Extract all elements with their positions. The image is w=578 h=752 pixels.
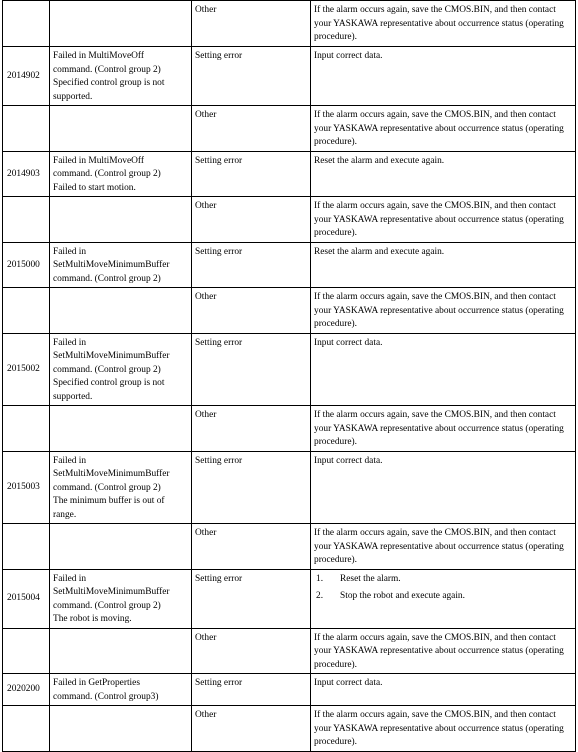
- alarm-action-cell: If the alarm occurs again, save the CMOS.BIN, and then contact your YASKAWA representative about occurrence status (operating procedure).: [311, 406, 576, 452]
- alarm-code-cell: 2015000: [3, 242, 50, 288]
- alarm-cause-cell: Other: [192, 524, 311, 570]
- alarm-code-cell: [3, 706, 50, 752]
- alarm-cause-cell: Other: [192, 197, 311, 243]
- table-row: [3, 106, 576, 152]
- alarm-cause-cell: Setting error: [192, 242, 311, 288]
- alarm-cause-cell: Other: [192, 628, 311, 674]
- alarm-action-cell: Input correct data.: [311, 451, 576, 524]
- alarm-table: [2, 0, 576, 752]
- table-row: [3, 197, 576, 243]
- alarm-action-cell: If the alarm occurs again, save the CMOS.BIN, and then contact your YASKAWA representative about occurrence status (operating procedure).: [311, 1, 576, 47]
- alarm-action-cell: If the alarm occurs again, save the CMOS.BIN, and then contact your YASKAWA representative about occurrence status (operating procedure).: [311, 197, 576, 243]
- table-row: [3, 524, 576, 570]
- action-step-text: Stop the robot and execute again.: [340, 591, 465, 601]
- alarm-code-cell: 2014903: [3, 151, 50, 197]
- table-row: [3, 288, 576, 334]
- alarm-cause-cell: Other: [192, 288, 311, 334]
- alarm-code-cell: 2015004: [3, 569, 50, 628]
- alarm-detail-cell: Failed in MultiMoveOff command. (Control group 2) Failed to start motion.: [50, 151, 192, 197]
- alarm-code-cell: 2015002: [3, 333, 50, 406]
- action-step-number: 1.: [316, 573, 324, 584]
- alarm-action-cell: Reset the alarm and execute again.: [311, 151, 576, 197]
- alarm-code-cell: 2020200: [3, 674, 50, 706]
- alarm-detail-cell: [50, 524, 192, 570]
- alarm-action-cell: If the alarm occurs again, save the CMOS.BIN, and then contact your YASKAWA representative about occurrence status (operating procedure).: [311, 106, 576, 152]
- table-row: [3, 1, 576, 47]
- alarm-code-cell: [3, 197, 50, 243]
- alarm-code-cell: [3, 288, 50, 334]
- alarm-detail-cell: [50, 106, 192, 152]
- alarm-detail-cell: [50, 1, 192, 47]
- alarm-cause-cell: Setting error: [192, 151, 311, 197]
- action-step: [316, 573, 572, 587]
- alarm-cause-cell: Other: [192, 1, 311, 47]
- alarm-action-cell: Reset the alarm and execute again.: [311, 242, 576, 288]
- alarm-code-cell: [3, 524, 50, 570]
- alarm-code-cell: [3, 406, 50, 452]
- table-row: [3, 242, 576, 288]
- alarm-table-body: [3, 1, 576, 752]
- table-row: [3, 151, 576, 197]
- alarm-cause-cell: Other: [192, 706, 311, 752]
- table-row: [3, 47, 576, 106]
- alarm-cause-cell: Other: [192, 106, 311, 152]
- alarm-action-cell: If the alarm occurs again, save the CMOS.BIN, and then contact your YASKAWA representative about occurrence status (operating procedure).: [311, 524, 576, 570]
- alarm-code-cell: 2014902: [3, 47, 50, 106]
- alarm-cause-cell: Setting error: [192, 47, 311, 106]
- alarm-cause-cell: Other: [192, 406, 311, 452]
- alarm-detail-cell: Failed in SetMultiMoveMinimumBuffer command. (Control group 2) The minimum buffer is out of range.: [50, 451, 192, 524]
- alarm-action-cell: [311, 569, 576, 628]
- alarm-action-cell: Input correct data.: [311, 674, 576, 706]
- alarm-action-cell: If the alarm occurs again, save the CMOS.BIN, and then contact your YASKAWA representative about occurrence status (operating procedure).: [311, 628, 576, 674]
- table-row: [3, 451, 576, 524]
- alarm-detail-cell: Failed in SetMultiMoveMinimumBuffer command. (Control group 2): [50, 242, 192, 288]
- alarm-cause-cell: Setting error: [192, 569, 311, 628]
- alarm-detail-cell: [50, 197, 192, 243]
- alarm-action-cell: Input correct data.: [311, 333, 576, 406]
- alarm-detail-cell: Failed in SetMultiMoveMinimumBuffer command. (Control group 2) Specified control group is not supported.: [50, 333, 192, 406]
- alarm-code-cell: [3, 1, 50, 47]
- alarm-detail-cell: [50, 706, 192, 752]
- alarm-code-cell: [3, 106, 50, 152]
- alarm-code-cell: [3, 628, 50, 674]
- alarm-code-cell: 2015003: [3, 451, 50, 524]
- alarm-detail-cell: [50, 628, 192, 674]
- alarm-detail-cell: Failed in SetMultiMoveMinimumBuffer command. (Control group 2) The robot is moving.: [50, 569, 192, 628]
- alarm-action-cell: Input correct data.: [311, 47, 576, 106]
- alarm-cause-cell: Setting error: [192, 674, 311, 706]
- table-row: [3, 333, 576, 406]
- table-row: [3, 406, 576, 452]
- alarm-detail-cell: [50, 406, 192, 452]
- action-step-number: 2.: [316, 591, 324, 601]
- action-step-text: Reset the alarm.: [340, 573, 401, 584]
- alarm-cause-cell: Setting error: [192, 451, 311, 524]
- table-row: [3, 674, 576, 706]
- table-row: [3, 706, 576, 752]
- action-step: [316, 590, 572, 604]
- alarm-action-cell: If the alarm occurs again, save the CMOS.BIN, and then contact your YASKAWA representative about occurrence status (operating procedure).: [311, 288, 576, 334]
- alarm-detail-cell: [50, 288, 192, 334]
- alarm-detail-cell: Failed in MultiMoveOff command. (Control group 2) Specified control group is not supported.: [50, 47, 192, 106]
- alarm-cause-cell: Setting error: [192, 333, 311, 406]
- alarm-detail-cell: Failed in GetProperties command. (Control group3): [50, 674, 192, 706]
- table-row: [3, 569, 576, 628]
- table-row: [3, 628, 576, 674]
- alarm-action-cell: If the alarm occurs again, save the CMOS.BIN, and then contact your YASKAWA representative about occurrence status (operating procedure).: [311, 706, 576, 752]
